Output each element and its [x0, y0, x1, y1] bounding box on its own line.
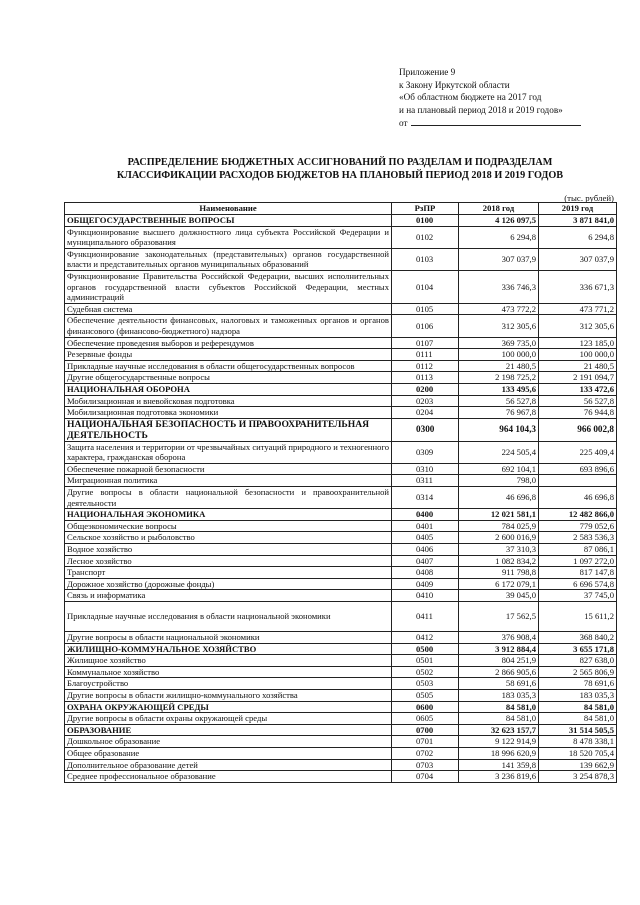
cell-2018: 2 198 725,2 — [459, 372, 539, 384]
cell-2018: 6 172 079,1 — [459, 578, 539, 590]
cell-2018: 473 772,2 — [459, 303, 539, 315]
table-row — [65, 632, 617, 644]
table-row — [65, 736, 617, 748]
cell-name: Дошкольное образование — [65, 736, 392, 748]
cell-code: 0703 — [392, 759, 459, 771]
cell-2019: 21 480,5 — [539, 360, 617, 372]
cell-2018: 100 000,0 — [459, 349, 539, 361]
cell-name: Судебная система — [65, 303, 392, 315]
table-row — [65, 666, 617, 678]
cell-2018: 804 251,9 — [459, 655, 539, 667]
cell-2019: 78 691,6 — [539, 678, 617, 690]
cell-code: 0605 — [392, 713, 459, 725]
cell-2019: 693 896,6 — [539, 463, 617, 475]
cell-name: Сельское хозяйство и рыболовство — [65, 532, 392, 544]
cell-2018: 141 359,8 — [459, 759, 539, 771]
cell-2018: 3 912 884,4 — [459, 643, 539, 655]
table-row — [65, 771, 617, 783]
table-row — [65, 544, 617, 556]
table-row — [65, 441, 617, 463]
cell-code: 0407 — [392, 555, 459, 567]
table-row — [65, 248, 617, 270]
cell-name: Другие вопросы в области жилищно-коммунального хозяйства — [65, 689, 392, 701]
cell-name: НАЦИОНАЛЬНАЯ БЕЗОПАСНОСТЬ И ПРАВООХРАНИТЕЛЬНАЯ ДЕЯТЕЛЬНОСТЬ — [65, 418, 392, 441]
cell-name: Дорожное хозяйство (дорожные фонды) — [65, 578, 392, 590]
cell-code: 0300 — [392, 418, 459, 441]
table-row — [65, 689, 617, 701]
cell-name: Коммунальное хозяйство — [65, 666, 392, 678]
cell-code: 0314 — [392, 487, 459, 509]
cell-2019: 2 565 806,9 — [539, 666, 617, 678]
cell-code: 0200 — [392, 383, 459, 395]
cell-2018: 46 696,8 — [459, 487, 539, 509]
cell-2019: 12 482 866,0 — [539, 509, 617, 521]
cell-code: 0111 — [392, 349, 459, 361]
cell-name: Мобилизационная подготовка экономики — [65, 407, 392, 419]
cell-code: 0105 — [392, 303, 459, 315]
table-row — [65, 349, 617, 361]
cell-2018: 1 082 834,2 — [459, 555, 539, 567]
cell-code: 0311 — [392, 475, 459, 487]
cell-code: 0502 — [392, 666, 459, 678]
cell-2019: 84 581,0 — [539, 701, 617, 713]
cell-name: Лесное хозяйство — [65, 555, 392, 567]
cell-name: Обеспечение деятельности финансовых, налоговых и таможенных органов и органов финансового (финансово-бюджетного) надзора — [65, 315, 392, 337]
cell-name: Функционирование законодательных (представительных) органов государственной власти и представительных органов муниципальных образований — [65, 248, 392, 270]
table-row — [65, 555, 617, 567]
cell-name: Резервные фонды — [65, 349, 392, 361]
cell-2019: 368 840,2 — [539, 632, 617, 644]
cell-code: 0505 — [392, 689, 459, 701]
table-row — [65, 655, 617, 667]
cell-name: Жилищное хозяйство — [65, 655, 392, 667]
cell-code: 0104 — [392, 270, 459, 303]
cell-code: 0411 — [392, 602, 459, 632]
cell-2019: 225 409,4 — [539, 441, 617, 463]
table-row — [65, 372, 617, 384]
cell-2019: 966 002,8 — [539, 418, 617, 441]
cell-2018: 18 996 620,9 — [459, 747, 539, 759]
appendix-line-4: и на плановый период 2018 и 2019 годов» — [399, 104, 563, 115]
table-row — [65, 713, 617, 725]
table-row — [65, 602, 617, 632]
cell-2018: 17 562,5 — [459, 602, 539, 632]
table-row — [65, 567, 617, 579]
cell-name: Общеэкономические вопросы — [65, 520, 392, 532]
cell-name: Благоустройство — [65, 678, 392, 690]
cell-code: 0412 — [392, 632, 459, 644]
cell-name: Другие вопросы в области национальной экономики — [65, 632, 392, 644]
table-row — [65, 520, 617, 532]
cell-name: ЖИЛИЩНО-КОММУНАЛЬНОЕ ХОЗЯЙСТВО — [65, 643, 392, 655]
cell-code: 0107 — [392, 337, 459, 349]
header-2019: 2019 год — [539, 203, 617, 215]
units-note: (тыс. рублей) — [564, 193, 614, 203]
table-section-row — [65, 643, 617, 655]
cell-code: 0700 — [392, 724, 459, 736]
cell-2018: 2 866 905,6 — [459, 666, 539, 678]
cell-2019: 6 294,8 — [539, 226, 617, 248]
title-line-1: РАСПРЕДЕЛЕНИЕ БЮДЖЕТНЫХ АССИГНОВАНИЙ ПО РАЗДЕЛАМ И ПОДРАЗДЕЛАМ — [127, 157, 553, 168]
cell-name: Мобилизационная и вневойсковая подготовка — [65, 395, 392, 407]
cell-code: 0113 — [392, 372, 459, 384]
cell-2018: 133 495,6 — [459, 383, 539, 395]
cell-2019: 87 086,1 — [539, 544, 617, 556]
cell-name: НАЦИОНАЛЬНАЯ ЭКОНОМИКА — [65, 509, 392, 521]
table-row — [65, 407, 617, 419]
cell-2019: 8 478 338,1 — [539, 736, 617, 748]
cell-name: Функционирование Правительства Российской Федерации, высших исполнительных органов государственной власти субъектов Российской Федерации, местных администраций — [65, 270, 392, 303]
cell-2019: 473 771,2 — [539, 303, 617, 315]
cell-code: 0204 — [392, 407, 459, 419]
cell-name: ОБЩЕГОСУДАРСТВЕННЫЕ ВОПРОСЫ — [65, 215, 392, 227]
table-row — [65, 578, 617, 590]
cell-name: Водное хозяйство — [65, 544, 392, 556]
cell-2018: 37 310,3 — [459, 544, 539, 556]
cell-2018: 6 294,8 — [459, 226, 539, 248]
cell-code: 0106 — [392, 315, 459, 337]
cell-code: 0401 — [392, 520, 459, 532]
cell-2018: 21 480,5 — [459, 360, 539, 372]
table-row — [65, 395, 617, 407]
table-row — [65, 270, 617, 303]
cell-2019: 139 662,9 — [539, 759, 617, 771]
cell-2019: 6 696 574,8 — [539, 578, 617, 590]
cell-name: Другие вопросы в области охраны окружающей среды — [65, 713, 392, 725]
cell-2019: 312 305,6 — [539, 315, 617, 337]
table-section-row — [65, 701, 617, 713]
table-body — [65, 215, 617, 783]
title-line-2: КЛАССИФИКАЦИИ РАСХОДОВ БЮДЖЕТОВ НА ПЛАНОВЫЙ ПЕРИОД 2018 И 2019 ГОДОВ — [116, 170, 564, 181]
cell-2018: 911 798,8 — [459, 567, 539, 579]
header-name: Наименование — [65, 203, 392, 215]
appendix-line-2: к Закону Иркутской области — [399, 79, 510, 90]
table-row — [65, 226, 617, 248]
cell-2018: 183 035,3 — [459, 689, 539, 701]
cell-name: Обеспечение пожарной безопасности — [65, 463, 392, 475]
cell-2018: 76 967,8 — [459, 407, 539, 419]
cell-name: Среднее профессиональное образование — [65, 771, 392, 783]
cell-2018: 2 600 016,9 — [459, 532, 539, 544]
cell-name: НАЦИОНАЛЬНАЯ ОБОРОНА — [65, 383, 392, 395]
cell-2019: 183 035,3 — [539, 689, 617, 701]
appendix-date-line — [399, 116, 581, 130]
table-row — [65, 747, 617, 759]
cell-2019: 18 520 705,4 — [539, 747, 617, 759]
table-row — [65, 487, 617, 509]
cell-name: Общее образование — [65, 747, 392, 759]
cell-2019: 779 052,6 — [539, 520, 617, 532]
cell-2018: 32 623 157,7 — [459, 724, 539, 736]
cell-code: 0503 — [392, 678, 459, 690]
cell-2018: 224 505,4 — [459, 441, 539, 463]
header-code: РзПР — [392, 203, 459, 215]
cell-2018: 39 045,0 — [459, 590, 539, 602]
date-blank-line — [411, 116, 581, 126]
cell-name: Прикладные научные исследования в области национальной экономики — [65, 602, 392, 632]
appendix-line-1: Приложение 9 — [399, 67, 456, 77]
cell-name: ОБРАЗОВАНИЕ — [65, 724, 392, 736]
table-row — [65, 337, 617, 349]
table-row — [65, 315, 617, 337]
cell-2019: 76 944,8 — [539, 407, 617, 419]
cell-2018: 58 691,6 — [459, 678, 539, 690]
cell-code: 0408 — [392, 567, 459, 579]
cell-2019: 3 655 171,8 — [539, 643, 617, 655]
cell-2019 — [539, 475, 617, 487]
cell-name: Обеспечение проведения выборов и референдумов — [65, 337, 392, 349]
cell-2019: 827 638,0 — [539, 655, 617, 667]
table-section-row — [65, 509, 617, 521]
document-title — [60, 156, 620, 182]
cell-code: 0501 — [392, 655, 459, 667]
cell-2018: 56 527,8 — [459, 395, 539, 407]
cell-name: Дополнительное образование детей — [65, 759, 392, 771]
cell-2019: 307 037,9 — [539, 248, 617, 270]
appendix-block — [399, 66, 581, 130]
header-2018: 2018 год — [459, 203, 539, 215]
cell-2019: 15 611,2 — [539, 602, 617, 632]
table-row — [65, 475, 617, 487]
cell-code: 0410 — [392, 590, 459, 602]
cell-2019: 84 581,0 — [539, 713, 617, 725]
cell-name: Функционирование высшего должностного лица субъекта Российской Федерации и муниципального образования — [65, 226, 392, 248]
cell-2019: 2 191 094,7 — [539, 372, 617, 384]
cell-2019: 3 254 878,3 — [539, 771, 617, 783]
table-row — [65, 360, 617, 372]
cell-2019: 3 871 841,0 — [539, 215, 617, 227]
table-row — [65, 532, 617, 544]
cell-code: 0309 — [392, 441, 459, 463]
cell-code: 0400 — [392, 509, 459, 521]
cell-name: Другие вопросы в области национальной безопасности и правоохранительной деятельности — [65, 487, 392, 509]
cell-2019: 37 745,0 — [539, 590, 617, 602]
cell-2018: 798,0 — [459, 475, 539, 487]
cell-code: 0100 — [392, 215, 459, 227]
cell-code: 0405 — [392, 532, 459, 544]
cell-code: 0500 — [392, 643, 459, 655]
table-section-row — [65, 724, 617, 736]
cell-code: 0112 — [392, 360, 459, 372]
cell-2018: 307 037,9 — [459, 248, 539, 270]
cell-2019: 133 472,6 — [539, 383, 617, 395]
cell-2018: 4 126 097,5 — [459, 215, 539, 227]
cell-name: Прикладные научные исследования в области общегосударственных вопросов — [65, 360, 392, 372]
cell-2019: 31 514 505,5 — [539, 724, 617, 736]
cell-code: 0203 — [392, 395, 459, 407]
cell-2018: 376 908,4 — [459, 632, 539, 644]
cell-2019: 56 527,8 — [539, 395, 617, 407]
cell-2019: 817 147,8 — [539, 567, 617, 579]
cell-code: 0102 — [392, 226, 459, 248]
appendix-line-3: «Об областном бюджете на 2017 год — [399, 92, 542, 103]
cell-2018: 369 735,0 — [459, 337, 539, 349]
cell-name: Транспорт — [65, 567, 392, 579]
table-header-row — [65, 203, 617, 215]
cell-2018: 784 025,9 — [459, 520, 539, 532]
table-row — [65, 463, 617, 475]
cell-code: 0704 — [392, 771, 459, 783]
cell-name: Связь и информатика — [65, 590, 392, 602]
table-row — [65, 759, 617, 771]
cell-2018: 336 746,3 — [459, 270, 539, 303]
cell-2019: 336 671,3 — [539, 270, 617, 303]
appendix-date-label: от — [399, 118, 408, 129]
table-row — [65, 678, 617, 690]
cell-2019: 2 583 536,3 — [539, 532, 617, 544]
table-section-row — [65, 383, 617, 395]
cell-2019: 1 097 272,0 — [539, 555, 617, 567]
cell-code: 0310 — [392, 463, 459, 475]
cell-2018: 9 122 914,9 — [459, 736, 539, 748]
cell-2019: 46 696,8 — [539, 487, 617, 509]
cell-2018: 692 104,1 — [459, 463, 539, 475]
table-section-row — [65, 215, 617, 227]
cell-2019: 100 000,0 — [539, 349, 617, 361]
cell-2018: 312 305,6 — [459, 315, 539, 337]
cell-code: 0103 — [392, 248, 459, 270]
cell-2018: 12 021 581,1 — [459, 509, 539, 521]
cell-code: 0406 — [392, 544, 459, 556]
table-row — [65, 303, 617, 315]
cell-2018: 964 104,3 — [459, 418, 539, 441]
budget-table — [64, 202, 617, 783]
cell-code: 0702 — [392, 747, 459, 759]
cell-code: 0701 — [392, 736, 459, 748]
cell-name: Защита населения и территории от чрезвычайных ситуаций природного и техногенного характера, гражданская оборона — [65, 441, 392, 463]
cell-name: ОХРАНА ОКРУЖАЮЩЕЙ СРЕДЫ — [65, 701, 392, 713]
cell-2018: 3 236 819,6 — [459, 771, 539, 783]
cell-name: Другие общегосударственные вопросы — [65, 372, 392, 384]
cell-2018: 84 581,0 — [459, 701, 539, 713]
cell-2019: 123 185,0 — [539, 337, 617, 349]
cell-name: Миграционная политика — [65, 475, 392, 487]
table-row — [65, 590, 617, 602]
cell-code: 0409 — [392, 578, 459, 590]
cell-code: 0600 — [392, 701, 459, 713]
cell-2018: 84 581,0 — [459, 713, 539, 725]
table-section-row — [65, 418, 617, 441]
